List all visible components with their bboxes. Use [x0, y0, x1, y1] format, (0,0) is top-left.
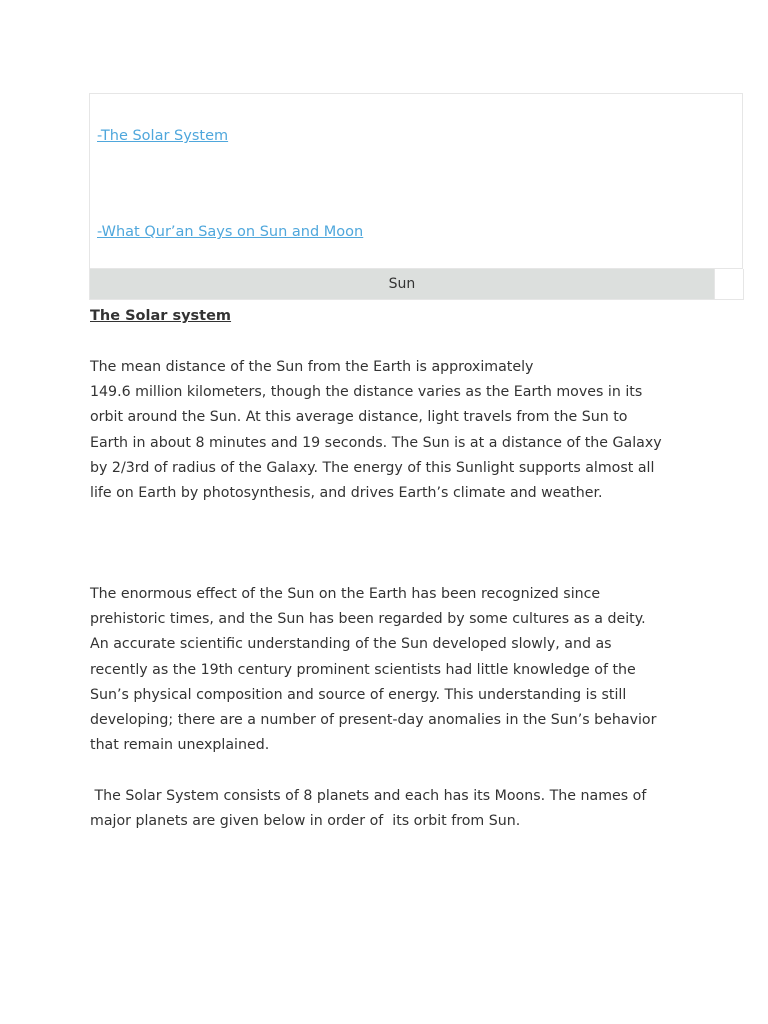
- text-line: An accurate scientific understanding of the Sun developed slowly, and as: [90, 636, 612, 653]
- text-line: Sun’s physical composition and source of energy. This understanding is still: [90, 686, 627, 703]
- links-box: [89, 93, 743, 269]
- text-line: Earth in about 8 minutes and 19 seconds. The Sun is at a distance of the Galaxy: [90, 434, 662, 451]
- paragraph-mean-distance: [90, 355, 690, 506]
- text-line: The enormous effect of the Sun on the Earth has been recognized since: [90, 586, 601, 602]
- paragraph-planets: [90, 784, 690, 834]
- text-line: life on Earth by photosynthesis, and drives Earth’s climate and weather.: [90, 485, 603, 502]
- text-line: 149.6 million kilometers, though the distance varies as the Earth moves in its: [90, 384, 643, 401]
- text-line: orbit around the Sun. At this average distance, light travels from the Sun to: [90, 409, 628, 426]
- text-line: The mean distance of the Sun from the Earth is approximately: [90, 359, 534, 375]
- caption-empty-cell: [714, 269, 744, 299]
- paragraph-sun-effect: [90, 582, 690, 758]
- text-line: The Solar System consists of 8 planets and each has its Moons. The names of: [90, 788, 647, 804]
- text-line: prehistoric times, and the Sun has been regarded by some cultures as a deity.: [90, 611, 646, 628]
- text-line: by 2/3rd of radius of the Galaxy. The energy of this Sunlight supports almost all: [90, 459, 655, 476]
- text-line: major planets are given below in order of its orbit from Sun.: [90, 813, 521, 830]
- image-caption: Sun: [90, 269, 714, 299]
- link-solar-system[interactable]: -The Solar System: [97, 128, 229, 144]
- image-caption-row: [89, 269, 744, 300]
- section-heading: The Solar system: [90, 308, 232, 324]
- text-line: developing; there are a number of present-day anomalies in the Sun’s behavior: [90, 712, 657, 729]
- text-line: that remain unexplained.: [90, 737, 270, 754]
- text-line: recently as the 19th century prominent scientists had little knowledge of the: [90, 661, 636, 678]
- link-quran-sun-moon[interactable]: -What Qur’an Says on Sun and Moon: [97, 224, 364, 240]
